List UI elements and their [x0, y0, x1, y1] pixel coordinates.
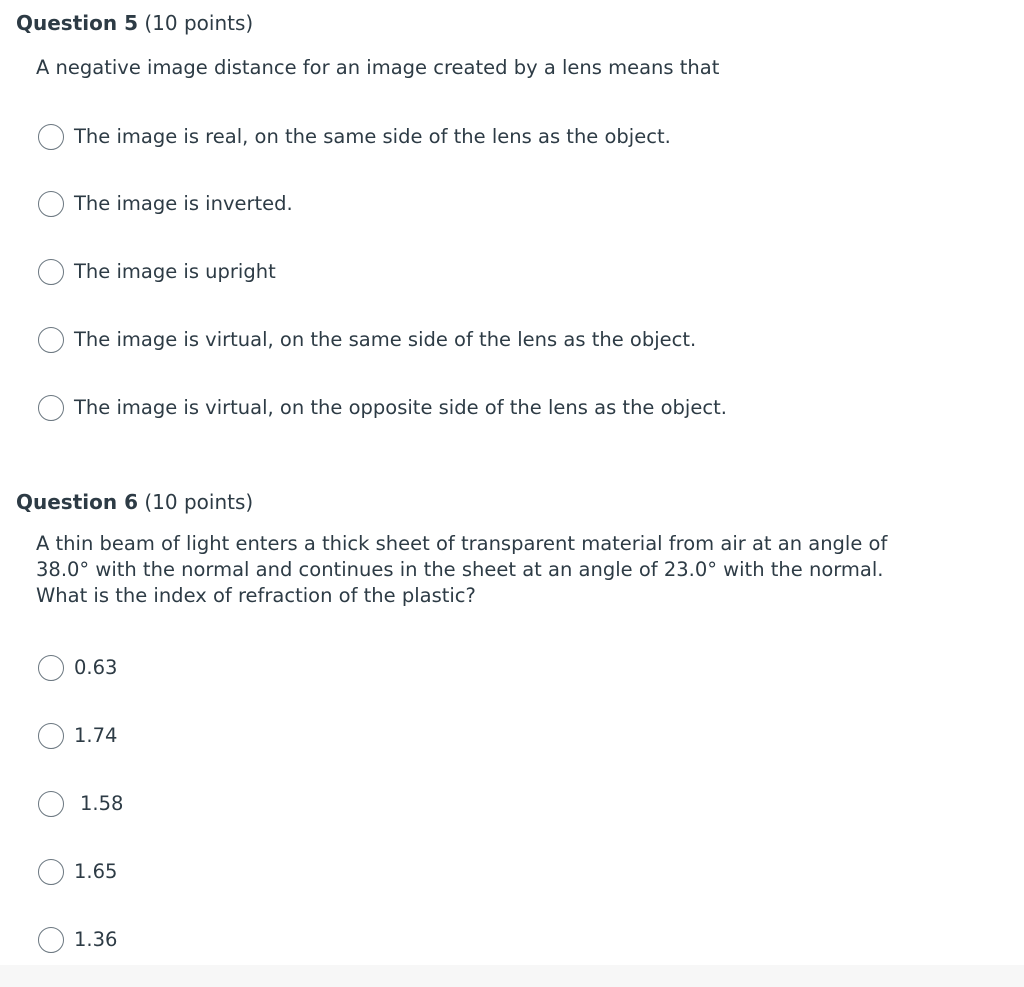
answer-option[interactable] — [38, 653, 117, 683]
question-title: Question 5 — [16, 11, 138, 35]
answer-option[interactable] — [38, 789, 123, 819]
option-label: 1.58 — [80, 792, 124, 815]
page-footer-strip — [0, 965, 1024, 987]
question-header — [16, 10, 253, 36]
question-points: (10 points) — [144, 490, 254, 514]
question-text: A negative image distance for an image created by a lens means that — [36, 56, 720, 79]
answer-option[interactable] — [38, 257, 276, 287]
radio-button[interactable] — [38, 259, 64, 285]
option-label: The image is inverted. — [74, 192, 293, 215]
answer-option[interactable] — [38, 925, 117, 955]
answer-option[interactable] — [38, 122, 671, 152]
radio-button[interactable] — [38, 191, 64, 217]
answer-option[interactable] — [38, 721, 117, 751]
question-header — [16, 489, 253, 515]
radio-button[interactable] — [38, 927, 64, 953]
answer-option[interactable] — [38, 857, 117, 887]
question-title: Question 6 — [16, 490, 138, 514]
radio-button[interactable] — [38, 124, 64, 150]
option-label: The image is upright — [74, 260, 276, 283]
answer-option[interactable] — [38, 189, 293, 219]
option-label: The image is virtual, on the same side of the lens as the object. — [74, 328, 697, 351]
radio-button[interactable] — [38, 395, 64, 421]
answer-option[interactable] — [38, 393, 727, 423]
option-label: 0.63 — [74, 656, 118, 679]
option-label: The image is virtual, on the opposite side of the lens as the object. — [74, 396, 727, 419]
radio-button[interactable] — [38, 791, 64, 817]
question-text: A thin beam of light enters a thick sheet of transparent material from air at an angle of 38.0° with the normal and continues in the sheet at an angle of 23.0° with the normal. What is the index of refraction of the plastic? — [36, 532, 888, 607]
radio-button[interactable] — [38, 655, 64, 681]
option-label: 1.74 — [74, 724, 118, 747]
option-label: 1.65 — [74, 860, 118, 883]
radio-button[interactable] — [38, 327, 64, 353]
question-points: (10 points) — [144, 11, 254, 35]
option-label: 1.36 — [74, 928, 118, 951]
option-label: The image is real, on the same side of the lens as the object. — [74, 125, 671, 148]
radio-button[interactable] — [38, 723, 64, 749]
radio-button[interactable] — [38, 859, 64, 885]
answer-option[interactable] — [38, 325, 696, 355]
